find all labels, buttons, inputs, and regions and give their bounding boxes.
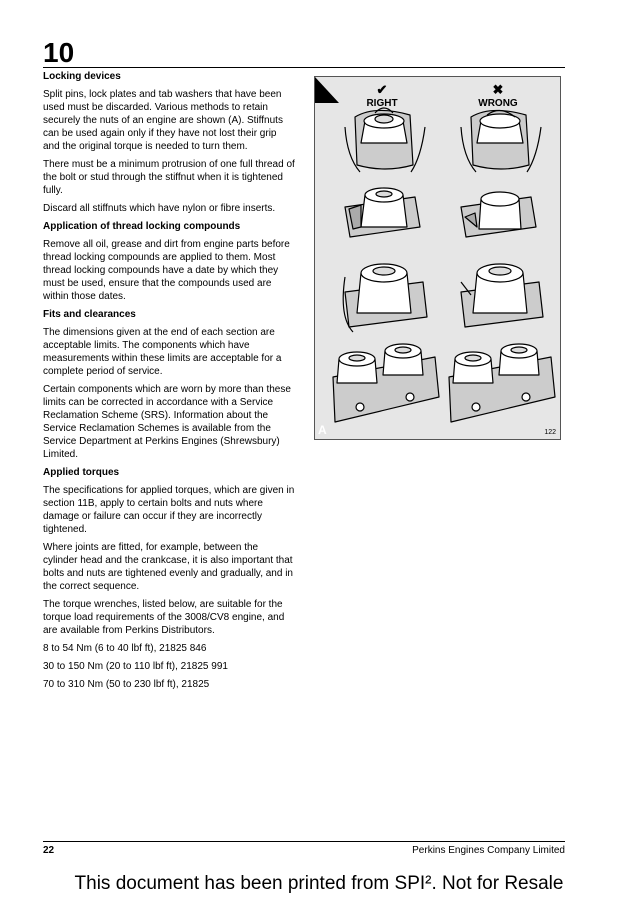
check-icon: ✔: [376, 82, 388, 97]
label-right: RIGHT: [366, 98, 398, 109]
figure-illustration: [315, 77, 560, 439]
locking-devices-figure: [314, 76, 561, 440]
torque-wrench-item: 30 to 150 Nm (20 to 110 lbf ft), 21825 991: [43, 661, 228, 672]
paragraph: Discard all stiffnuts which have nylon or fibre inserts.: [43, 203, 276, 214]
page-number: 22: [43, 845, 55, 856]
torque-wrench-item: 8 to 54 Nm (6 to 40 lbf ft), 21825 846: [43, 643, 207, 654]
footer-rule: [43, 841, 565, 842]
paragraph: The specifications for applied torques, which are given in section 11B, apply to certain bolts and nuts where damage or failure can occur if they are incorrectly tightened.: [43, 485, 295, 535]
heading-applied-torques: Applied torques: [43, 467, 120, 478]
heading-locking-devices: Locking devices: [43, 71, 121, 82]
chapter-number: 10: [43, 37, 75, 68]
label-wrong: WRONG: [478, 98, 518, 109]
paragraph: Certain components which are worn by more than these limits can be corrected in accordance with a Service Reclamation Scheme (SRS). Information about the Service Reclamation Schemes is available from the Service Department at Perkins Engines (Shrewsbury) Limited.: [43, 384, 291, 460]
heading-fits-clearances: Fits and clearances: [43, 309, 136, 320]
paragraph: The dimensions given at the end of each section are acceptable limits. The components which have measurements within these limits are acceptable for a complete period of service.: [43, 327, 282, 377]
disclaimer-banner: This document has been printed from SPI². Not for Resale: [74, 873, 564, 894]
company-name: Perkins Engines Company Limited: [412, 845, 565, 856]
figure-letter-badge: [315, 77, 339, 103]
paragraph: Where joints are fitted, for example, between the cylinder head and the crankcase, it is also important that bolts and nuts are tightened evenly and gradually, and in the correct sequence.: [43, 542, 293, 592]
paragraph: The torque wrenches, listed below, are suitable for the torque load requirements of the 3008/CV8 engine, and are available from Perkins Distributors.: [43, 599, 285, 636]
paragraph: There must be a minimum protrusion of one full thread of the bolt or stud through the stiffnut when it is tightened fully.: [43, 159, 295, 196]
paragraph: Remove all oil, grease and dirt from engine parts before thread locking compounds are applied to them. Most thread locking compounds have a date by which they must be used, ensure that the compounds used are within those dates.: [43, 239, 290, 302]
title-rule: [43, 67, 565, 68]
heading-thread-locking: Application of thread locking compounds: [43, 221, 241, 232]
paragraph: Split pins, lock plates and tab washers that have been used must be discarded. Various methods to retain securely the nuts of an engine are shown (A). Stiffnuts can be used again only if they have not lost their grip and the original torque is needed to turn them.: [43, 89, 283, 152]
figure-number: 122: [544, 429, 556, 436]
cross-icon: ✖: [492, 82, 504, 97]
figure-letter: A: [318, 423, 327, 437]
torque-wrench-item: 70 to 310 Nm (50 to 230 lbf ft), 21825: [43, 679, 210, 690]
text-column: [43, 70, 295, 696]
